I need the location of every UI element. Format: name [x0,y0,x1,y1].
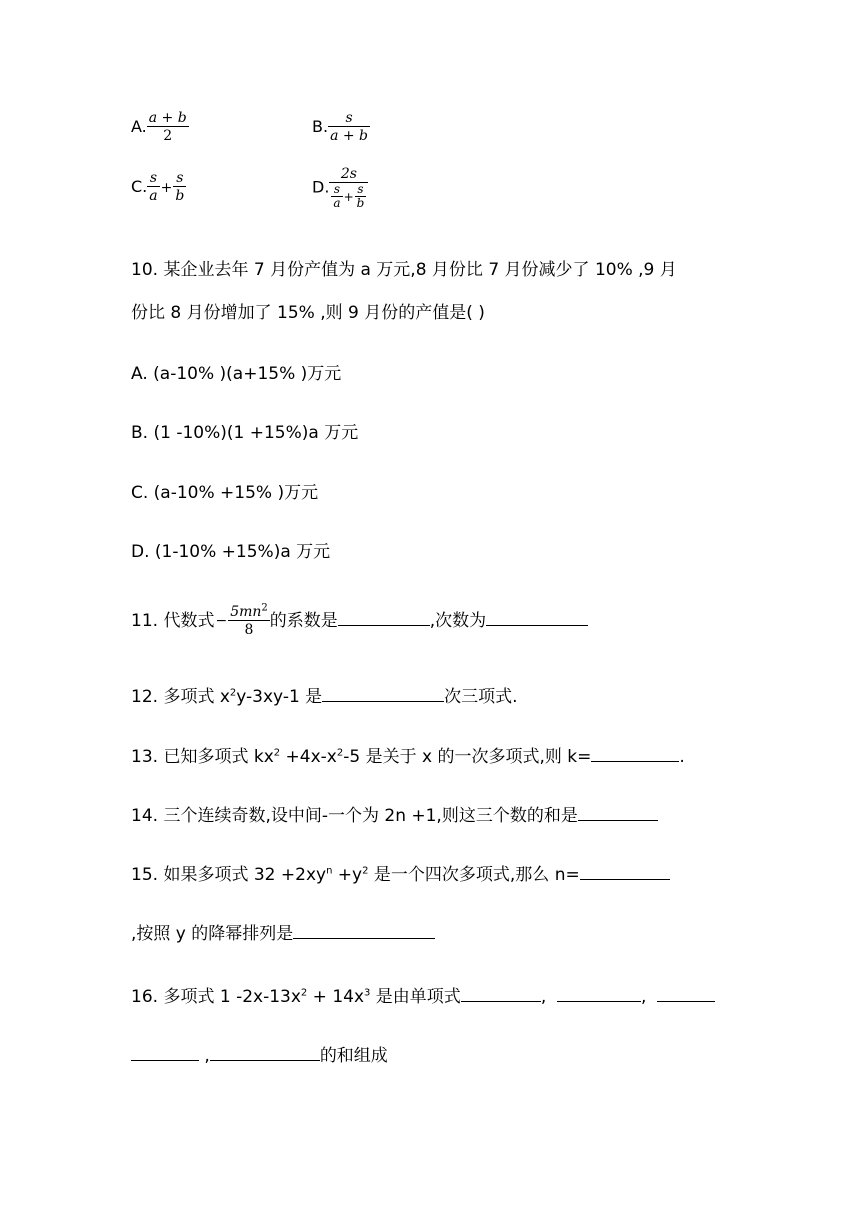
answer-blank[interactable] [293,920,435,939]
fraction-numerator: 2s [340,166,357,182]
q16-line-1 [131,983,715,1008]
fraction-denominator: a + b [330,128,369,144]
q9-option-d [312,166,368,210]
fraction [228,601,270,639]
fraction [147,170,159,205]
fraction-numerator: a + b [148,110,187,126]
fraction-denominator: 2 [147,126,189,145]
q11-text: ,次数为 [429,611,487,631]
q15-text: +y [332,865,363,885]
fraction [328,110,370,145]
fraction [173,170,186,205]
exponent: n [326,865,333,877]
answer-blank[interactable] [322,683,444,702]
q12-line [131,683,518,708]
q16-suffix: 的和组成 [319,1046,388,1066]
q10-option-c: C. (a-10% +15% )万元 [131,483,319,503]
plus-sign: + [343,189,354,204]
exponent: 2 [273,747,281,759]
q13-suffix: . [679,747,685,767]
fraction-denominator: a [149,188,158,204]
option-label: B. [312,117,329,136]
option-label: C. [131,177,148,196]
q10-option-b: B. (1 -10%)(1 +15%)a 万元 [131,423,359,443]
exponent: 2 [362,865,369,877]
q13-line [131,743,685,768]
answer-blank[interactable] [557,983,641,1002]
answer-blank[interactable] [657,983,715,1002]
q10-option-a: A. (a-10% )(a+15% )万元 [131,364,342,384]
fraction-denominator: 8 [228,620,270,639]
q10-line-1: 10. 某企业去年 7 月份产值为 a 万元,8 月份比 7 月份减少了 10% ,9 月 [131,260,677,280]
q9-option-a [131,110,189,145]
exponent: 2 [336,747,344,759]
answer-blank[interactable] [210,1042,320,1061]
answer-blank[interactable] [578,802,658,821]
q11-line [131,601,588,641]
q16-text: 是由单项式 [370,987,461,1007]
fraction-numerator [228,601,270,620]
q11-prefix: 11. 代数式 [131,611,215,631]
q9-option-c [131,170,186,205]
plus-sign: + [160,179,173,196]
fraction [355,183,367,210]
q11-text: 的系数是 [269,611,338,631]
fraction-denominator: a [333,196,341,210]
fraction-numerator: s [149,170,158,186]
q15-line-1 [131,861,670,886]
q16-text: + 14x [307,987,365,1007]
fraction-numerator: s [176,170,184,186]
fraction-numerator: s [333,182,341,196]
q15-text: 是一个四次多项式,那么 n= [368,865,580,885]
q16-prefix: 16. 多项式 1 -2x-13x [131,987,301,1007]
comma: , [199,1046,210,1066]
fraction-denominator: b [175,188,185,204]
q9-option-b [312,110,370,145]
compound-fraction [329,166,368,210]
q15-line-2 [131,920,435,945]
exponent: 2 [300,987,308,999]
fraction-denominator [329,182,368,210]
answer-blank[interactable] [131,1042,199,1061]
q15-prefix: 15. 如果多项式 32 +2xy [131,865,327,885]
fraction-numerator: s [357,182,364,196]
comma: , [641,987,647,1007]
q12-text: y-3xy-1 是 [236,687,323,707]
q13-prefix: 13. 已知多项式 kx [131,747,274,767]
q10-line-2: 份比 8 月份增加了 15% ,则 9 月份的产值是( ) [131,303,485,323]
q14-text: 14. 三个连续奇数,设中间-一个为 2n +1,则这三个数的和是 [131,806,578,826]
fraction [331,183,342,210]
option-label: A. [131,117,147,136]
q12-prefix: 12. 多项式 x [131,687,230,707]
fraction-numerator: s [345,110,353,126]
q15-text: ,按照 y 的降幂排列是 [131,924,294,944]
minus-sign: − [215,613,228,629]
answer-blank[interactable] [338,607,430,626]
numerator-text: 5mn [230,603,262,620]
answer-blank[interactable] [580,861,670,880]
fraction-denominator: b [356,196,365,210]
q14-line [131,802,658,827]
q16-line-2 [131,1042,388,1067]
exponent: 2 [261,601,268,613]
comma: , [540,987,547,1007]
q10-option-d: D. (1-10% +15%)a 万元 [131,542,331,562]
option-label: D. [312,177,330,197]
answer-blank[interactable] [486,607,588,626]
answer-blank[interactable] [461,983,541,1002]
exponent: 2 [229,687,237,699]
q12-suffix: 次三项式. [444,687,518,707]
q13-text: +4x-x [280,747,337,767]
answer-blank[interactable] [591,743,679,762]
fraction [147,110,189,145]
exponent: 3 [364,987,371,999]
q13-text: -5 是关于 x 的一次多项式,则 k= [343,747,592,767]
